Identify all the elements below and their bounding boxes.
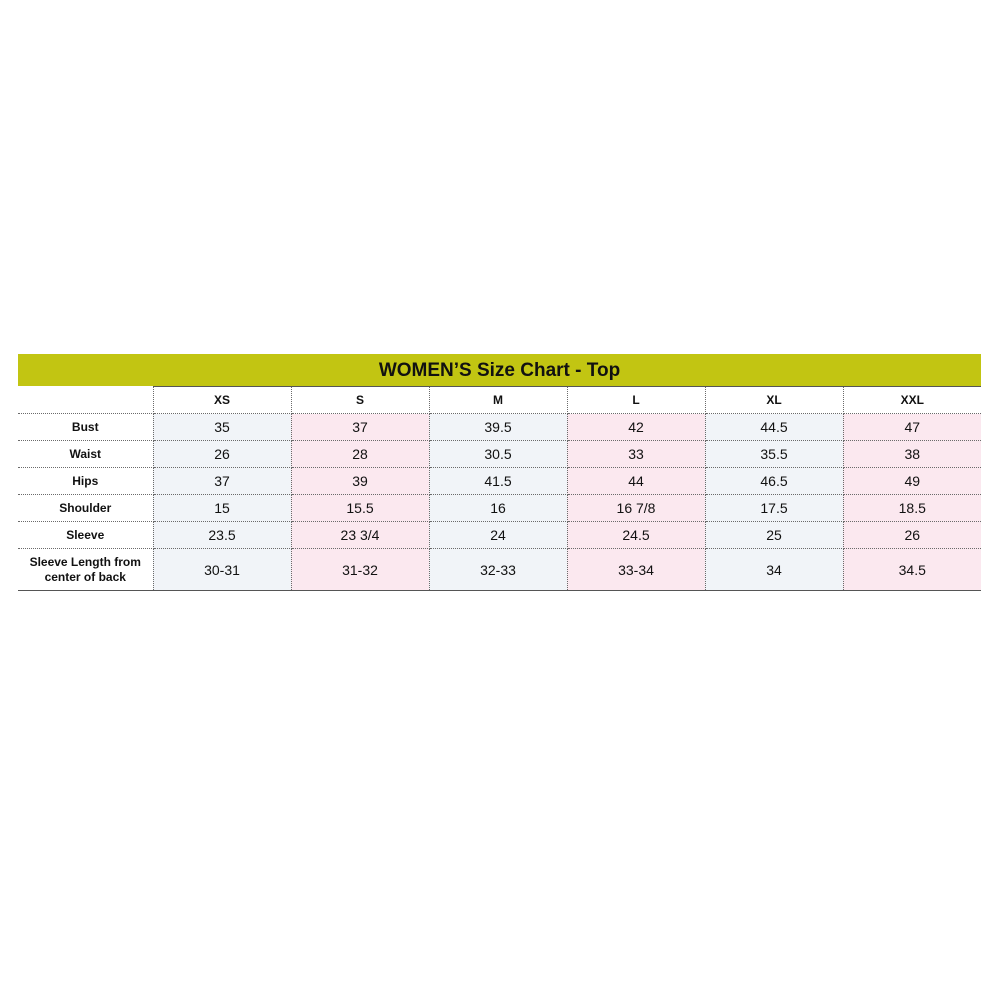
table-cell: 31-32 xyxy=(291,549,429,591)
size-header: XXL xyxy=(843,387,981,414)
table-cell: 35.5 xyxy=(705,441,843,468)
table-cell: 24.5 xyxy=(567,522,705,549)
table-cell: 33-34 xyxy=(567,549,705,591)
table-row-sleeve-length xyxy=(18,549,981,591)
table-cell: 24 xyxy=(429,522,567,549)
table-cell: 46.5 xyxy=(705,468,843,495)
chart-title: WOMEN’S Size Chart - Top xyxy=(18,354,981,386)
table-row-shoulder xyxy=(18,495,981,522)
table-row-hips xyxy=(18,468,981,495)
table-cell: 47 xyxy=(843,414,981,441)
table-cell: 18.5 xyxy=(843,495,981,522)
size-chart xyxy=(18,354,981,591)
table-cell: 37 xyxy=(291,414,429,441)
row-label xyxy=(18,549,153,591)
table-cell: 26 xyxy=(843,522,981,549)
table-row-waist xyxy=(18,441,981,468)
table-cell: 35 xyxy=(153,414,291,441)
table-cell: 28 xyxy=(291,441,429,468)
table-cell: 26 xyxy=(153,441,291,468)
table-cell: 30.5 xyxy=(429,441,567,468)
size-header: XS xyxy=(153,387,291,414)
row-label: Waist xyxy=(18,441,153,468)
table-cell: 39 xyxy=(291,468,429,495)
table-cell: 41.5 xyxy=(429,468,567,495)
size-table xyxy=(18,386,981,591)
table-cell: 16 xyxy=(429,495,567,522)
header-row xyxy=(18,387,981,414)
row-label: Shoulder xyxy=(18,495,153,522)
row-label: Bust xyxy=(18,414,153,441)
corner-cell xyxy=(18,387,153,414)
table-cell: 25 xyxy=(705,522,843,549)
table-cell: 34.5 xyxy=(843,549,981,591)
table-cell: 30-31 xyxy=(153,549,291,591)
table-cell: 39.5 xyxy=(429,414,567,441)
row-label: Hips xyxy=(18,468,153,495)
size-header: S xyxy=(291,387,429,414)
size-header: XL xyxy=(705,387,843,414)
table-cell: 33 xyxy=(567,441,705,468)
table-cell: 15 xyxy=(153,495,291,522)
table-cell: 37 xyxy=(153,468,291,495)
size-header: L xyxy=(567,387,705,414)
table-cell: 23.5 xyxy=(153,522,291,549)
table-cell: 49 xyxy=(843,468,981,495)
size-header: M xyxy=(429,387,567,414)
table-row-bust xyxy=(18,414,981,441)
row-label-line: Sleeve Length from xyxy=(29,554,141,569)
table-cell: 38 xyxy=(843,441,981,468)
table-cell: 44 xyxy=(567,468,705,495)
table-cell: 16 7/8 xyxy=(567,495,705,522)
table-cell: 32-33 xyxy=(429,549,567,591)
table-cell: 23 3/4 xyxy=(291,522,429,549)
row-label: Sleeve xyxy=(18,522,153,549)
table-cell: 34 xyxy=(705,549,843,591)
table-cell: 44.5 xyxy=(705,414,843,441)
table-cell: 15.5 xyxy=(291,495,429,522)
table-cell: 17.5 xyxy=(705,495,843,522)
table-cell: 42 xyxy=(567,414,705,441)
table-row-sleeve xyxy=(18,522,981,549)
row-label-line: center of back xyxy=(44,569,126,584)
